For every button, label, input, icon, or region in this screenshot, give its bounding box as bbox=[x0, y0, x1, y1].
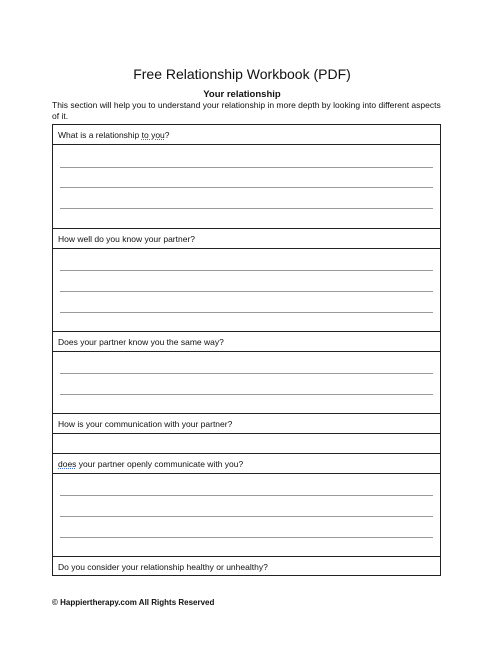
answer-area[interactable] bbox=[53, 434, 440, 454]
answer-line bbox=[60, 187, 433, 188]
question-text: What is a relationship bbox=[58, 130, 142, 140]
document-title: Free Relationship Workbook (PDF) bbox=[133, 66, 351, 82]
answer-line bbox=[60, 291, 433, 292]
footer-copyright: © Happiertherapy.com All Rights Reserved bbox=[52, 598, 215, 607]
question-text: Does your partner know you the same way? bbox=[58, 337, 224, 347]
question-text: ? bbox=[164, 130, 170, 140]
section-heading: Your relationship bbox=[203, 89, 281, 100]
question-row bbox=[53, 557, 440, 577]
answer-area[interactable] bbox=[53, 474, 440, 557]
answer-area[interactable] bbox=[53, 249, 440, 332]
question-row bbox=[53, 125, 440, 145]
answer-line bbox=[60, 516, 433, 517]
question-text: How well do you know your partner? bbox=[58, 234, 196, 244]
answer-line bbox=[60, 167, 433, 168]
answer-line bbox=[60, 270, 433, 271]
intro-text: This section will help you to understand your relationship in more depth by looking into different aspects of it. bbox=[52, 100, 441, 121]
answer-line bbox=[60, 373, 433, 374]
question-text-underlined: to you bbox=[141, 130, 165, 140]
question-row bbox=[53, 229, 440, 249]
answer-line bbox=[60, 537, 433, 538]
question-row bbox=[53, 332, 440, 352]
question-text: your partner openly communicate with you? bbox=[76, 459, 244, 469]
answer-area[interactable] bbox=[53, 145, 440, 229]
question-text: How is your communication with your partner? bbox=[58, 419, 233, 429]
workbook-table bbox=[52, 124, 441, 576]
answer-line bbox=[60, 394, 433, 395]
answer-line bbox=[60, 495, 433, 496]
answer-line bbox=[60, 312, 433, 313]
answer-area[interactable] bbox=[53, 352, 440, 414]
question-text-underlined: does bbox=[58, 459, 77, 469]
question-row bbox=[53, 414, 440, 434]
question-text: Do you consider your relationship healthy or unhealthy? bbox=[58, 562, 268, 572]
question-row bbox=[53, 454, 440, 474]
answer-line bbox=[60, 208, 433, 209]
